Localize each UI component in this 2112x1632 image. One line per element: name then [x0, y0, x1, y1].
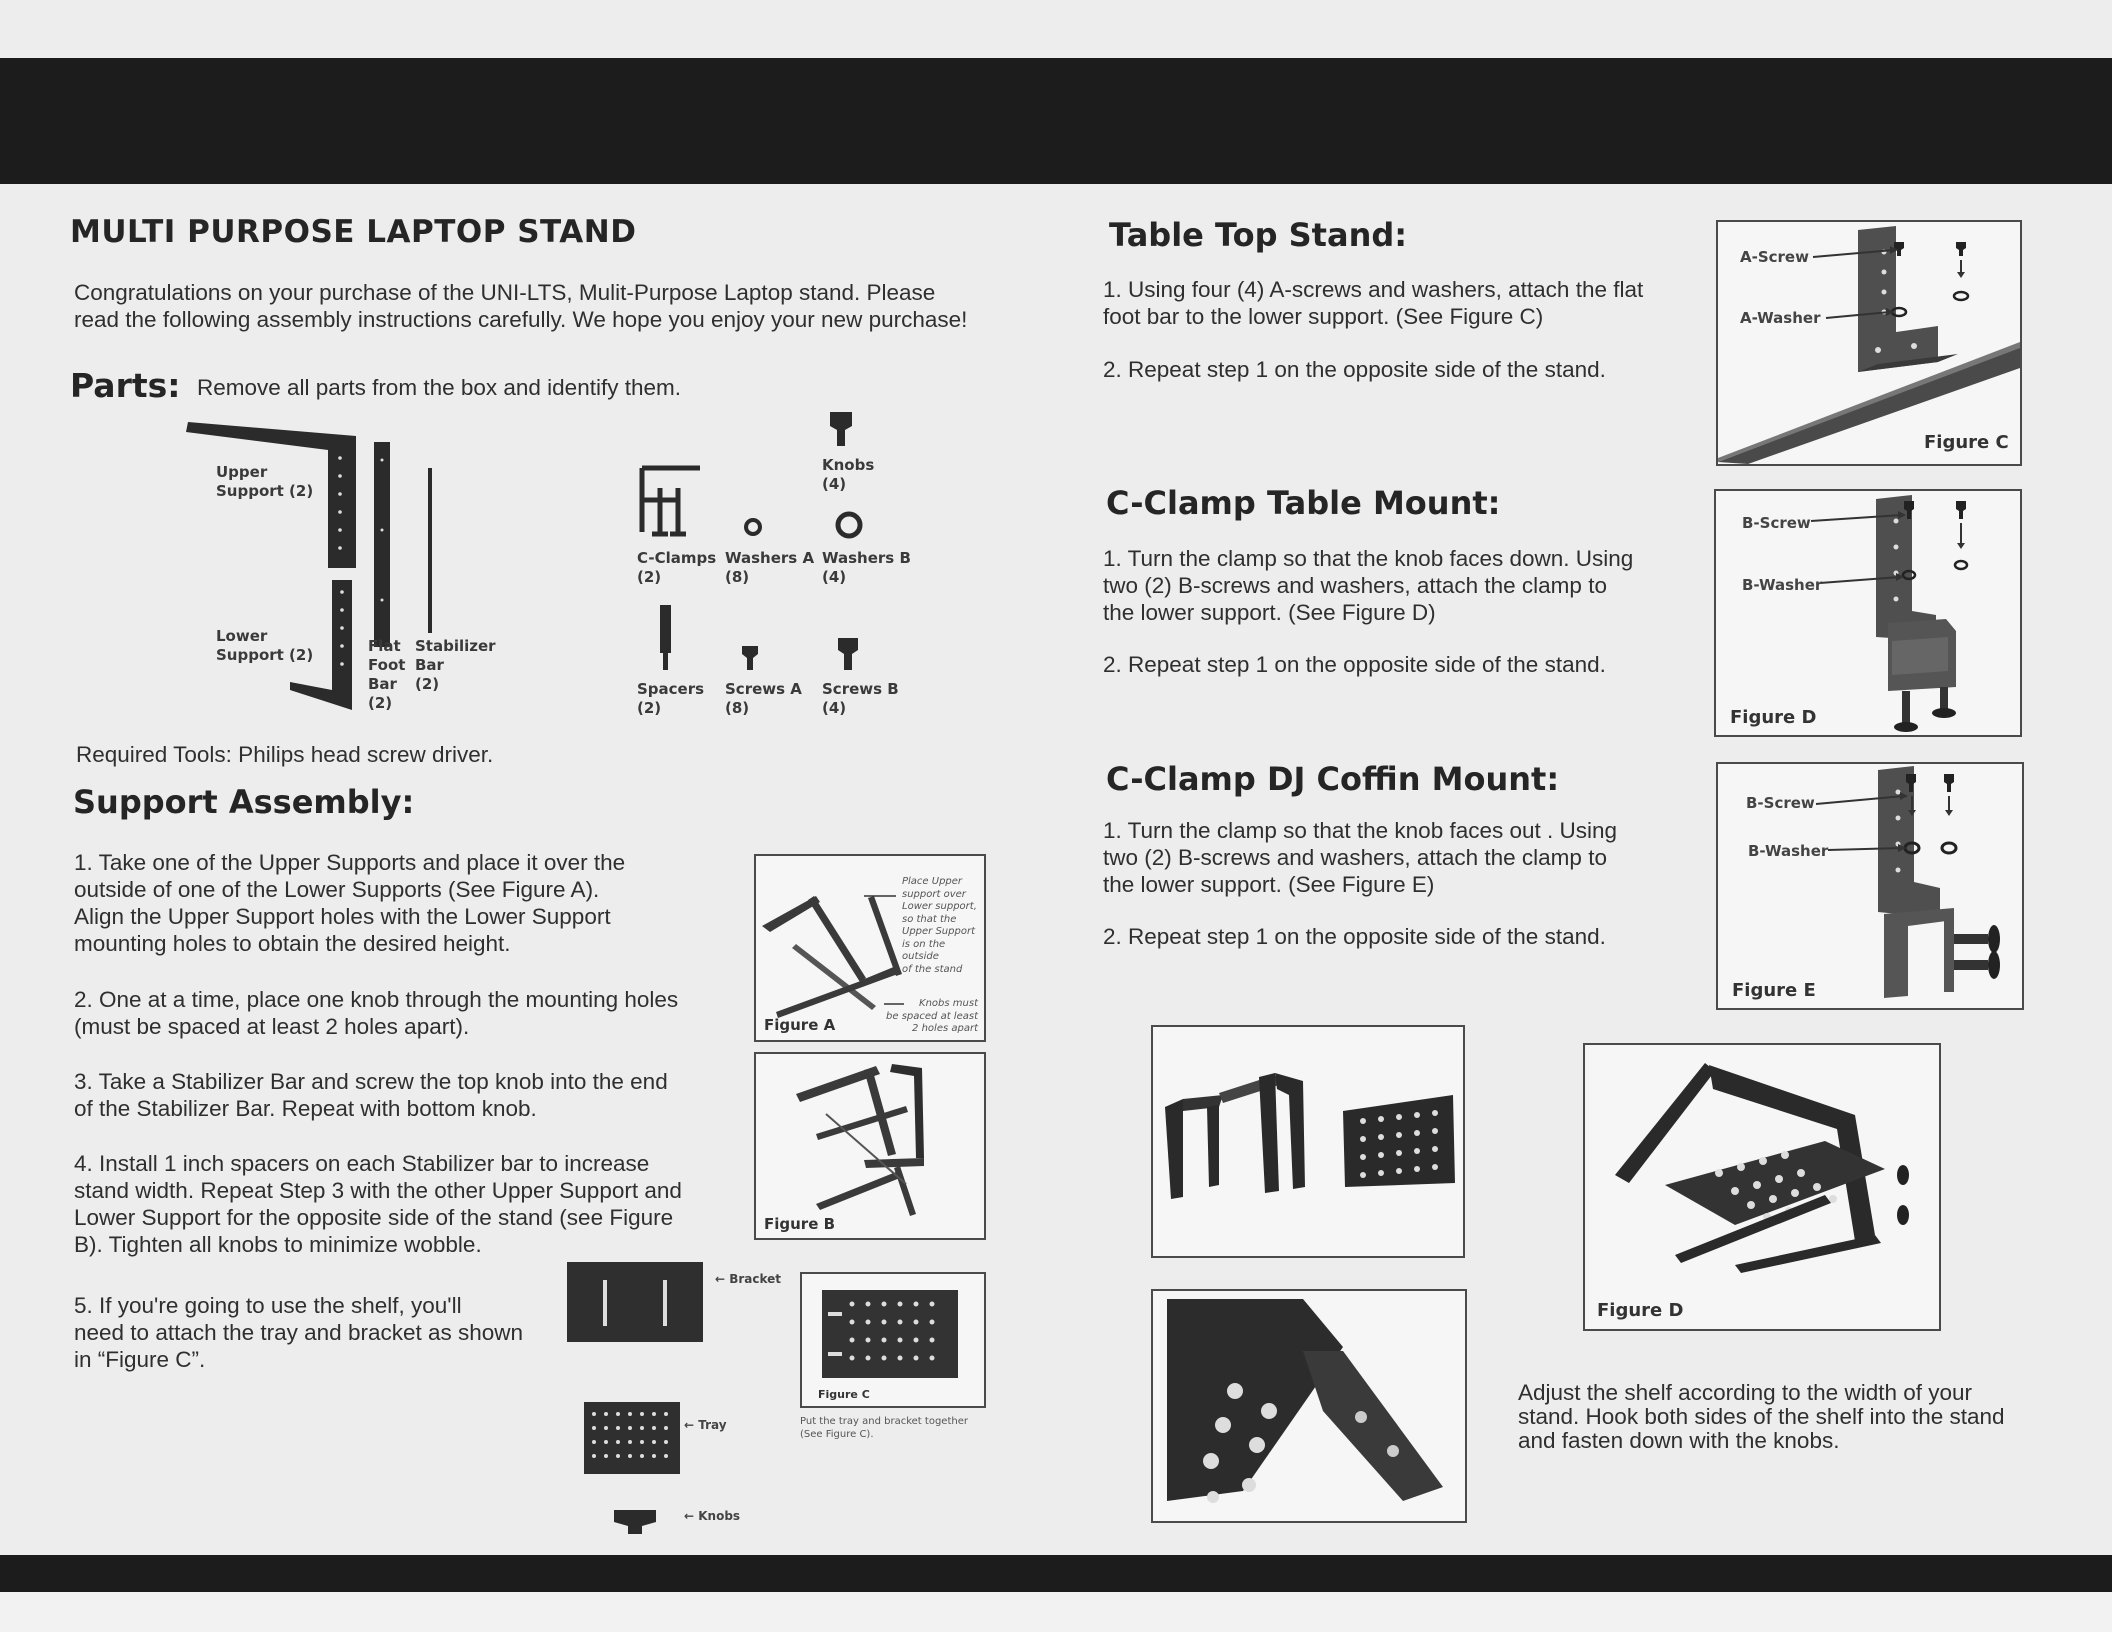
- text-line: (must be spaced at least 2 holes apart).: [74, 1014, 470, 1039]
- text-line: stand. Hook both sides of the shelf into the stand: [1518, 1404, 2005, 1429]
- label-line: Support (2): [216, 646, 314, 664]
- c-clamps-label: [637, 549, 716, 587]
- text-line: 1. Turn the clamp so that the knob faces out . Using: [1103, 818, 1618, 843]
- photo-closeup-illustration: [1153, 1291, 1465, 1521]
- figure-c-ascrew-caption: Figure C: [1924, 432, 2009, 453]
- figure-b-caption: Figure B: [764, 1215, 836, 1233]
- stabilizer-bar-label: [415, 637, 496, 694]
- b-washer-label-d: B-Washer: [1742, 576, 1823, 594]
- text-line: outside of one of the Lower Supports (See Figure A).: [74, 877, 600, 902]
- support-step-2: [74, 986, 774, 1040]
- table-top-heading: Table Top Stand:: [1109, 216, 1408, 254]
- label-line: (4): [822, 699, 847, 717]
- text-line: 2. One at a time, place one knob through the mounting holes: [74, 987, 679, 1012]
- intro-line: Congratulations on your purchase of the UNI-LTS, Mulit-Purpose Laptop stand. Please: [74, 280, 936, 305]
- tray-assembled-holes: [822, 1290, 958, 1378]
- washers-a-label: [725, 549, 814, 587]
- text-line: the lower support. (See Figure D): [1103, 600, 1436, 625]
- page-bottom-margin: [0, 1592, 2112, 1632]
- label-line: Bar: [368, 675, 397, 693]
- intro-text: [74, 279, 1074, 333]
- label-line: (4): [822, 475, 847, 493]
- note-line: Lower support,: [902, 901, 977, 912]
- table-top-step-2: 2. Repeat step 1 on the opposite side of the stand.: [1103, 357, 1606, 382]
- label-line: (8): [725, 699, 750, 717]
- label-line: (2): [637, 699, 662, 717]
- top-banner: [0, 58, 2112, 184]
- text-line: 4. Install 1 inch spacers on each Stabilizer bar to increase: [74, 1151, 650, 1176]
- tray-shape: [584, 1402, 680, 1474]
- label-line: Upper: [216, 463, 268, 481]
- flat-foot-bar-label: [368, 637, 405, 713]
- text-line: B). Tighten all knobs to minimize wobble.: [74, 1232, 482, 1257]
- figure-b-illustration: [756, 1054, 984, 1238]
- screw-b-icon: [838, 638, 858, 670]
- text-line: two (2) B-screws and washers, attach the clamp to: [1103, 573, 1607, 598]
- figure-d-bscrew-caption: Figure D: [1730, 707, 1817, 728]
- knob-icon: [830, 412, 852, 446]
- screws-a-label: [725, 680, 802, 718]
- bracket-label: ← Bracket: [715, 1272, 782, 1286]
- page-title: MULTI PURPOSE LAPTOP STAND: [70, 214, 637, 250]
- figure-d-assembled: [1583, 1043, 1941, 1331]
- support-step-5: [74, 1292, 554, 1373]
- support-step-3: [74, 1068, 774, 1122]
- c-clamp-table-step-1: [1103, 545, 1723, 626]
- text-line: stand width. Repeat Step 3 with the other Upper Support and: [74, 1178, 682, 1203]
- label-line: C-Clamps: [637, 549, 717, 567]
- label-line: (2): [637, 568, 662, 586]
- tray-note: [800, 1416, 968, 1441]
- label-line: (4): [822, 568, 847, 586]
- intro-line: read the following assembly instructions carefully. We hope you enjoy your new purchase!: [74, 307, 968, 332]
- text-line: 5. If you're going to use the shelf, you'll: [74, 1293, 462, 1318]
- upper-support-label: [216, 463, 313, 501]
- figure-d-assembled-illustration: [1585, 1045, 1939, 1329]
- note-line: be spaced at least: [886, 1010, 978, 1022]
- tray-holes: [584, 1402, 680, 1474]
- figure-a-caption: Figure A: [764, 1016, 836, 1034]
- note-line: so that the: [902, 913, 957, 925]
- a-washer-label: A-Washer: [1740, 309, 1821, 327]
- c-clamp-table-step-2: 2. Repeat step 1 on the opposite side of the stand.: [1103, 652, 1606, 677]
- spacer-icon: [660, 605, 671, 653]
- text-line: mounting holes to obtain the desired height.: [74, 931, 511, 956]
- text-line: and fasten down with the knobs.: [1518, 1428, 1840, 1453]
- text-line: of the Stabilizer Bar. Repeat with bottom knob.: [74, 1096, 537, 1121]
- label-line: Support (2): [216, 482, 314, 500]
- washer-a-icon: [746, 520, 760, 534]
- parts-instruction: Remove all parts from the box and identify them.: [197, 375, 681, 400]
- knob-shelf-icon: [612, 1506, 658, 1536]
- note-line: Knobs must: [919, 998, 978, 1009]
- text-line: Adjust the shelf according to the width of your: [1518, 1380, 1973, 1405]
- tray-assembled: [822, 1290, 958, 1378]
- text-line: Align the Upper Support holes with the Lower Support: [74, 904, 611, 929]
- text-line: 1. Take one of the Upper Supports and place it over the: [74, 850, 626, 875]
- label-line: Knobs: [822, 456, 875, 474]
- washer-b-icon: [838, 514, 860, 536]
- photo-stand-parts: [1151, 1025, 1465, 1258]
- label-line: Flat: [368, 637, 401, 655]
- text-line: need to attach the tray and bracket as shown: [74, 1320, 524, 1345]
- figure-e: [1716, 762, 2024, 1010]
- figure-c-ascrew: [1716, 220, 2022, 466]
- b-screw-label-e: B-Screw: [1746, 794, 1815, 812]
- note-line: support over: [902, 888, 966, 900]
- text-line: 1. Using four (4) A-screws and washers, attach the flat: [1103, 277, 1644, 302]
- c-clamp-dj-step-1: [1103, 817, 1723, 898]
- c-clamp-icon: [642, 468, 700, 534]
- photo-closeup: [1151, 1289, 1467, 1523]
- label-line: Screws A: [725, 680, 802, 698]
- note-line: Place Upper: [902, 876, 963, 887]
- support-assembly-heading: Support Assembly:: [73, 783, 415, 821]
- parts-heading: Parts:: [70, 366, 181, 405]
- washers-b-label: [822, 549, 911, 587]
- figure-b: [754, 1052, 986, 1240]
- lower-support-label: [216, 627, 313, 665]
- note-line: outside: [902, 951, 939, 962]
- text-line: foot bar to the lower support. (See Figure C): [1103, 304, 1544, 329]
- figure-c-tray: [800, 1272, 986, 1408]
- label-line: (8): [725, 568, 750, 586]
- note-line: (See Figure C).: [800, 1428, 874, 1440]
- label-line: Washers B: [822, 549, 911, 567]
- hardware-illustration: [630, 400, 910, 680]
- figure-a-note-top: [902, 876, 977, 976]
- tray-label: ← Tray: [684, 1418, 727, 1432]
- required-tools: Required Tools: Philips head screw driver.: [76, 742, 494, 767]
- table-top-step-1: [1103, 276, 1723, 330]
- bottom-banner: [0, 1555, 2112, 1592]
- support-step-1: [74, 849, 734, 957]
- note-line: of the stand: [902, 963, 963, 975]
- note-line: 2 holes apart: [912, 1023, 978, 1034]
- figure-a: [754, 854, 986, 1042]
- label-line: (2): [368, 694, 393, 712]
- figure-c-tray-caption: Figure C: [818, 1388, 870, 1401]
- label-line: Bar: [415, 656, 444, 674]
- note-line: is on the: [902, 938, 946, 950]
- tray-label-text: Tray: [698, 1418, 727, 1432]
- bracket-label-text: Bracket: [729, 1272, 782, 1286]
- screw-a-icon: [742, 646, 758, 670]
- knobs-label: [822, 456, 874, 494]
- shelf-adjust-text: [1518, 1381, 2078, 1453]
- note-line: Upper Support: [902, 926, 975, 937]
- photo-stand-parts-illustration: [1153, 1027, 1463, 1256]
- knobs-shelf-label-text: Knobs: [698, 1509, 741, 1523]
- support-step-4: [74, 1150, 774, 1258]
- note-line: Put the tray and bracket together: [800, 1416, 968, 1427]
- text-line: 1. Turn the clamp so that the knob faces down. Using: [1103, 546, 1634, 571]
- screws-b-label: [822, 680, 899, 718]
- text-line: Lower Support for the opposite side of the stand (see Figure: [74, 1205, 674, 1230]
- text-line: in “Figure C”.: [74, 1347, 206, 1372]
- flat-foot-bar-shape: [374, 442, 390, 647]
- label-line: Spacers: [637, 680, 705, 698]
- text-line: two (2) B-screws and washers, attach the clamp to: [1103, 845, 1607, 870]
- text-line: the lower support. (See Figure E): [1103, 872, 1435, 897]
- label-line: Stabilizer: [415, 637, 496, 655]
- bracket-shape: [567, 1262, 703, 1342]
- text-line: 3. Take a Stabilizer Bar and screw the top knob into the end: [74, 1069, 668, 1094]
- figure-d-bscrew: [1714, 489, 2022, 737]
- label-line: Foot: [368, 656, 406, 674]
- c-clamp-dj-heading: C-Clamp DJ Coffin Mount:: [1106, 760, 1560, 798]
- label-line: (2): [415, 675, 440, 693]
- figure-d-assembled-caption: Figure D: [1597, 1300, 1684, 1321]
- label-line: Screws B: [822, 680, 899, 698]
- stabilizer-bar-shape: [428, 468, 432, 633]
- figure-e-caption: Figure E: [1732, 980, 1816, 1001]
- figure-a-note-bottom: [880, 998, 978, 1036]
- c-clamp-dj-step-2: 2. Repeat step 1 on the opposite side of the stand.: [1103, 924, 1606, 949]
- label-line: Washers A: [725, 549, 815, 567]
- b-washer-label-e: B-Washer: [1748, 842, 1829, 860]
- knobs-shelf-label: ← Knobs: [684, 1509, 741, 1523]
- b-screw-label-d: B-Screw: [1742, 514, 1811, 532]
- a-screw-label: A-Screw: [1740, 248, 1809, 266]
- spacers-label: [637, 680, 704, 718]
- c-clamp-table-heading: C-Clamp Table Mount:: [1106, 484, 1501, 522]
- label-line: Lower: [216, 627, 268, 645]
